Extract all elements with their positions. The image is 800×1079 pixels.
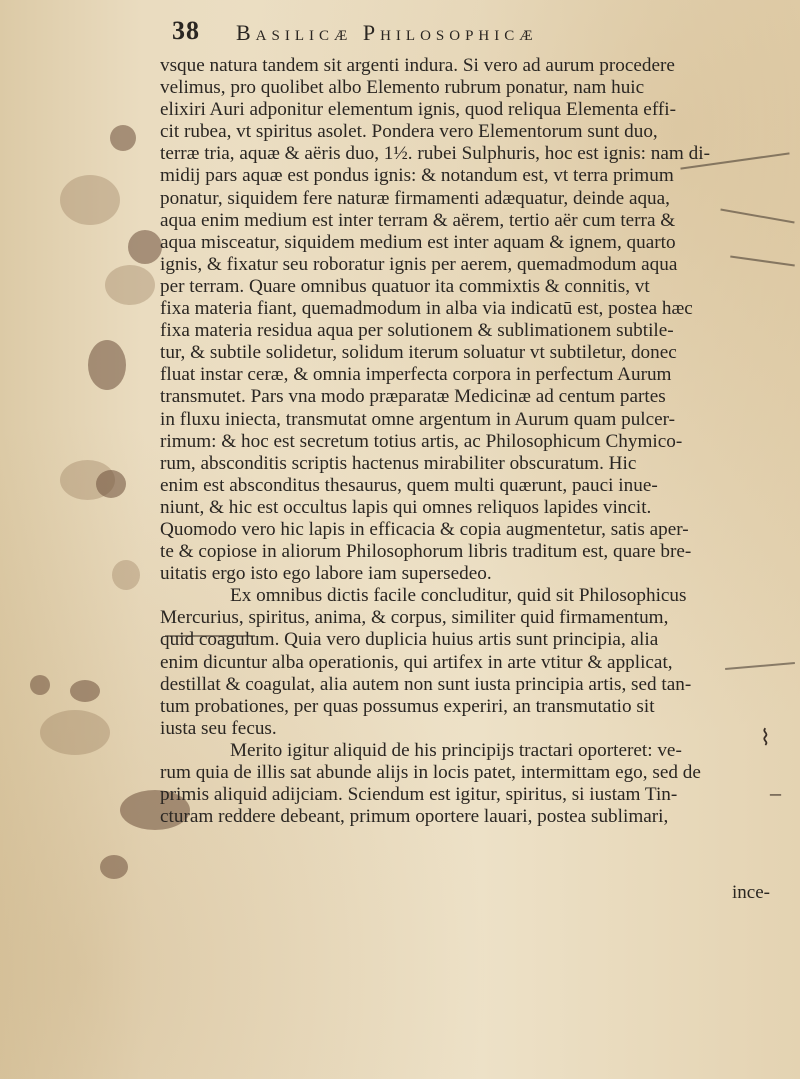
text-line: ponatur, siquidem fere naturæ firmamenti adæquatur, deinde aqua, (160, 187, 670, 209)
ink-blot-decoration (30, 675, 50, 695)
text-line: tur, & subtile solidetur, solidum iterum soluatur vt subtiletur, donec (160, 342, 677, 364)
text-line: velimus, pro quolibet albo Elemento rubrum ponatur, nam huic (160, 77, 645, 99)
body-text (160, 55, 772, 828)
stain-decoration (60, 175, 120, 225)
catchword: ince- (732, 882, 770, 903)
text-line: tum probationes, per quas possumus experiri, an transmutatio sit (160, 695, 655, 717)
text-line: in fluxu iniecta, transmutat omne argentum in Aurum quam pulcer- (160, 408, 676, 430)
text-line: aqua misceatur, siquidem medium est inter aquam & ignem, quarto (160, 231, 676, 253)
text-line: niunt, & hic est occultus lapis qui omnes reliquos lapides vincit. (160, 496, 652, 518)
text-line: rum, absconditis scriptis hactenus mirabiliter obscuratum. Hic (160, 452, 637, 474)
text-line: enim est absconditus thesaurus, quem multi quærunt, pauci inue- (160, 474, 658, 496)
ink-blot-decoration (96, 470, 126, 498)
text-line: rimum: & hoc est secretum totius artis, ac Philosophicum Chymico- (160, 430, 683, 452)
ink-blot-decoration (88, 340, 126, 390)
ink-blot-decoration (128, 230, 162, 264)
ink-blot-decoration (110, 125, 136, 151)
text-line: fluat instar ceræ, & omnia imperfecta corpora in perfectum Aurum (160, 364, 672, 386)
running-head: Basilicæ Philosophicæ (236, 20, 538, 45)
text-line: midij pars aquæ est pondus ignis: & notandum est, vt terra primum (160, 165, 674, 187)
page-number: 38 (172, 16, 200, 45)
text-line: vsque natura tandem sit argenti indura. Si vero ad aurum procedere (160, 55, 675, 76)
stain-decoration (105, 265, 155, 305)
text-line: Mercurius, spiritus, anima, & corpus, similiter quid firmamentum, (160, 607, 669, 629)
ink-blot-decoration (70, 680, 100, 702)
text-line: destillat & coagulat, alia autem non sunt iusta principia artis, sed tan- (160, 673, 692, 695)
stain-decoration (40, 710, 110, 755)
text-line: primis aliquid adijciam. Sciendum est igitur, spiritus, si iustam Tin- (160, 784, 678, 806)
text-line: per terram. Quare omnibus quatuor ita commixtis & connitis, vt (160, 275, 650, 297)
page-header (172, 16, 732, 56)
text-line: cturam reddere debeant, primum oportere lauari, postea sublimari, (160, 806, 669, 828)
text-line: terræ tria, aquæ & aëris duo, 1½. rubei Sulphuris, hoc est ignis: nam di- (160, 143, 710, 165)
text-line: quid coagulum. Quia vero duplicia huius artis sunt principia, alia (160, 629, 659, 651)
ink-blot-decoration (100, 855, 128, 879)
stain-decoration (112, 560, 140, 590)
text-line: transmutet. Pars vna modo præparatæ Medicinæ ad centum partes (160, 386, 666, 408)
text-line: Merito igitur aliquid de his principijs tractari oporteret: ve- (230, 739, 682, 761)
text-line: elixiri Auri adponitur elementum ignis, quod reliqua Elementa effi- (160, 99, 676, 121)
text-line: fixa materia residua aqua per solutionem & sublimationem subtile- (160, 320, 674, 342)
text-line: enim dicuntur alba operationis, qui artifex in arte vtitur & applicat, (160, 651, 673, 673)
text-line: fixa materia fiant, quemadmodum in alba via indicatū est, postea hæc (160, 298, 693, 320)
text-line: Quomodo vero hic lapis in efficacia & copia augmentetur, satis aper- (160, 518, 689, 540)
text-line: cit rubea, vt spiritus asolet. Pondera vero Elementorum sunt duo, (160, 121, 658, 143)
text-line: aqua enim medium est inter terram & aërem, tertio aër cum terra & (160, 209, 676, 231)
text-line: iusta seu fecus. (160, 717, 277, 739)
margin-mark-decoration: ‒ (770, 780, 781, 805)
text-line: Ex omnibus dictis facile concluditur, quid sit Philosophicus (230, 585, 687, 607)
text-line: uitatis ergo isto ego labore iam supersedeo. (160, 563, 492, 585)
text-line: te & copiose in aliorum Philosophorum libris traditum est, quare bre- (160, 541, 692, 563)
text-line: rum quia de illis sat abunde alijs in locis patet, intermittam ego, sed de (160, 762, 701, 783)
margin-mark-decoration: ⌇ (760, 725, 771, 750)
text-line: ignis, & fixatur seu roboratur ignis per aerem, quemadmodum aqua (160, 253, 678, 275)
